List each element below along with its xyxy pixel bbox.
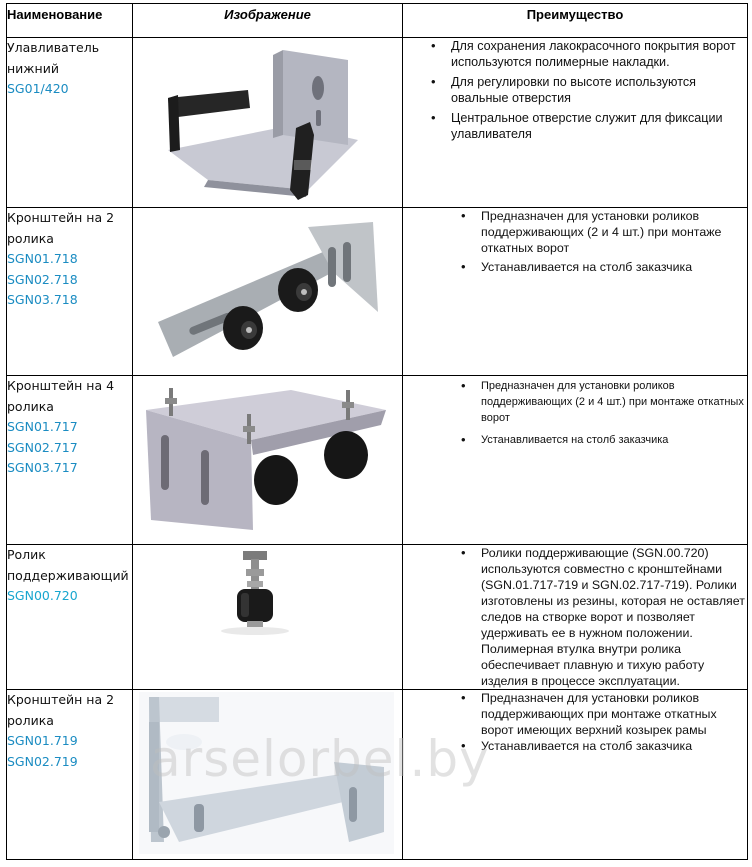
two-roller-bracket-top-icon (139, 692, 394, 854)
table-row (7, 38, 748, 208)
product-advantage-cell (403, 545, 748, 690)
product-code: SGN01.718 (7, 251, 78, 267)
product-name-cell (7, 690, 133, 860)
list-item: • Устанавливается на столб заказчика (481, 432, 747, 448)
watermark: arselorbel.by (150, 730, 490, 788)
list-item: • Для сохранения лакокрасочного покрытия ворот используются полимерные накладки. (451, 38, 747, 70)
header-advantage: Преимущество (403, 4, 748, 38)
list-item: • Центральное отверстие служит для фиксации улавливателя (451, 110, 747, 142)
list-item: • Устанавливается на столб заказчика (481, 738, 747, 754)
product-code: SGN02.718 (7, 271, 78, 287)
header-image: Изображение (133, 4, 403, 38)
product-image-cell (133, 376, 403, 545)
product-code: SGN03.717 (7, 460, 78, 476)
product-name-cell (7, 376, 133, 545)
table-row (7, 545, 748, 690)
product-title: Кронштейн на 2 ролика (7, 692, 115, 728)
list-item: • Устанавливается на столб заказчика (481, 259, 747, 275)
table-row (7, 376, 748, 545)
product-table-wrapper (6, 3, 747, 860)
product-image-cell (133, 208, 403, 376)
product-spec-table (6, 3, 748, 860)
table-header-row (7, 4, 748, 38)
four-roller-bracket-icon (141, 380, 391, 540)
product-code: SG01/420 (7, 81, 69, 97)
product-code: SGN00.720 (7, 588, 78, 604)
lower-catcher-bracket-icon (158, 40, 358, 206)
product-advantage-cell (403, 208, 748, 376)
product-image-cell (133, 545, 403, 690)
product-code: SGN02.719 (7, 753, 78, 769)
header-name: Наименование (7, 4, 133, 38)
product-title: Кронштейн на 2 ролика (7, 210, 115, 246)
advantage-list (403, 545, 747, 689)
product-code: SGN01.719 (7, 733, 78, 749)
list-item: • Предназначен для установки роликов поддерживающих при монтаже откатных ворот имеющих верхний козырек рамы (481, 690, 747, 738)
two-roller-bracket-icon (148, 212, 388, 372)
table-row (7, 690, 748, 860)
product-name-cell (7, 38, 133, 208)
product-title: Ролик поддерживающий (7, 547, 129, 583)
product-name-cell (7, 208, 133, 376)
list-item: • Ролики поддерживающие (SGN.00.720) используются совместно с кронштейнами (SGN.01.717-719 и SGN.02.717-719). Ролики изготовлены из резины, которая не оставляет следов на створке ворот и позволяет удерживать ее в нужном положении. Полимерная втулка внутри ролика обеспечивает плавную и тихую работу изделия в процессе эксплуатации. (481, 545, 747, 689)
product-code: SGN03.718 (7, 292, 78, 308)
list-item: • Предназначен для установки роликов поддерживающих (2 и 4 шт.) при монтаже откатных ворот (481, 208, 747, 256)
product-advantage-cell (403, 690, 748, 860)
product-code: SGN02.717 (7, 439, 78, 455)
product-title: Кронштейн на 4 ролика (7, 378, 115, 414)
table-row (7, 208, 748, 376)
advantage-list (403, 38, 747, 142)
product-image-cell (133, 38, 403, 208)
advantage-list (403, 208, 747, 275)
product-advantage-cell (403, 376, 748, 545)
list-item: • Предназначен для установки роликов поддерживающих (2 и 4 шт.) при монтаже откатных ворот (481, 378, 747, 426)
product-name-cell (7, 545, 133, 690)
product-title: Улавливатель нижний (7, 40, 100, 76)
support-roller-icon (215, 549, 295, 635)
advantage-list (403, 690, 747, 754)
product-image-cell (133, 690, 403, 860)
product-advantage-cell (403, 38, 748, 208)
advantage-list (403, 376, 747, 448)
list-item: • Для регулировки по высоте используются овальные отверстия (451, 74, 747, 106)
product-code: SGN01.717 (7, 419, 78, 435)
